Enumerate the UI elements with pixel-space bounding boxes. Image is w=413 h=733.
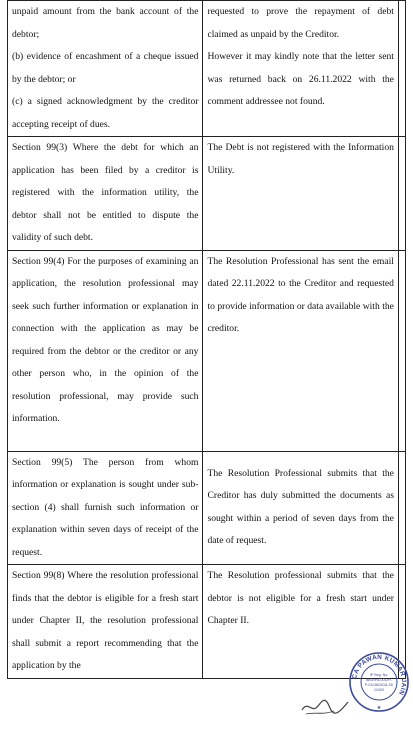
compliance-cell bbox=[203, 137, 398, 251]
professional-seal-icon bbox=[348, 651, 410, 713]
provision-text: Section 99(3) Where the debt for which an application has been filed by a creditor is registered with the information utility, the debtor shall not be entitled to dispute the validity of such debt. bbox=[12, 142, 199, 243]
provision-text: Section 99(4) For the purposes of examining an application, the resolution professional may seek such further information or explanation in connection with the application as may be required from the debtor or the creditor or any other person who, in the opinion of the resolution professional, may provide such information. bbox=[12, 255, 199, 424]
provision-text: Section 99(5) The person from whom information or explanation is sought under sub-section (4) shall furnish such information or explanation within seven days of receipt of the request. bbox=[12, 456, 199, 558]
provision-text: (b) evidence of encashment of a cheque issued by the debtor; or bbox=[12, 51, 199, 85]
table-row bbox=[8, 250, 406, 451]
table-row bbox=[8, 565, 406, 679]
table-row bbox=[8, 451, 406, 565]
seal-ring-text: CA PAWAN KUMAR JAIN bbox=[351, 653, 408, 697]
table-row bbox=[8, 1, 406, 137]
compliance-text: The Debt is not registered with the Information Utility. bbox=[207, 142, 394, 176]
provision-text: (c) a signed acknowledgment by the creditor accepting receipt of dues. bbox=[12, 96, 199, 130]
compliance-text: However it may kindly note that the letter sent was returned back on 26.11.2022 with the comment addressee not found. bbox=[207, 51, 394, 107]
provision-cell bbox=[8, 565, 203, 679]
provision-text: Section 99(8) Where the resolution professional finds that the debtor is eligible for a fresh start under Chapter II, the resolution professional shall submit a report recommending that the application by the bbox=[12, 570, 199, 671]
margin-cell bbox=[398, 250, 405, 451]
compliance-cell bbox=[203, 451, 398, 565]
provision-cell bbox=[8, 1, 203, 137]
margin-cell bbox=[398, 137, 405, 251]
seal-line: IP Reg. No. bbox=[369, 673, 389, 677]
compliance-text: requested to prove the repayment of debt claimed as unpaid by the Creditor. bbox=[207, 6, 394, 40]
compliance-text: The Resolution Professional has sent the email dated 22.11.2022 to the Creditor and requested to provide information or data available with the creditor. bbox=[207, 255, 394, 334]
provision-cell bbox=[8, 137, 203, 251]
compliance-cell bbox=[203, 1, 398, 137]
margin-cell bbox=[398, 451, 405, 565]
margin-cell bbox=[398, 1, 405, 137]
provision-text: unpaid amount from the bank account of the debtor; bbox=[12, 6, 199, 40]
provision-cell bbox=[8, 250, 203, 451]
svg-text:★: ★ bbox=[376, 706, 382, 711]
seal-line: 12400 bbox=[374, 688, 384, 692]
signature-icon bbox=[300, 692, 350, 718]
compliance-cell bbox=[203, 250, 398, 451]
table-row bbox=[8, 137, 406, 251]
compliance-text: The Resolution professional submits that the debtor is not eligible for a fresh start under Chapter II. bbox=[207, 570, 394, 626]
compliance-table bbox=[7, 0, 406, 679]
compliance-text: The Resolution Professional submits that the Creditor has duly submitted the documents as sought within a period of seven days from the date of request. bbox=[207, 467, 394, 547]
seal-line: P-01148/2018-19/ bbox=[364, 683, 394, 687]
provision-cell bbox=[8, 451, 203, 565]
seal-line: IBBI/IPA-001/IP- bbox=[365, 678, 393, 682]
